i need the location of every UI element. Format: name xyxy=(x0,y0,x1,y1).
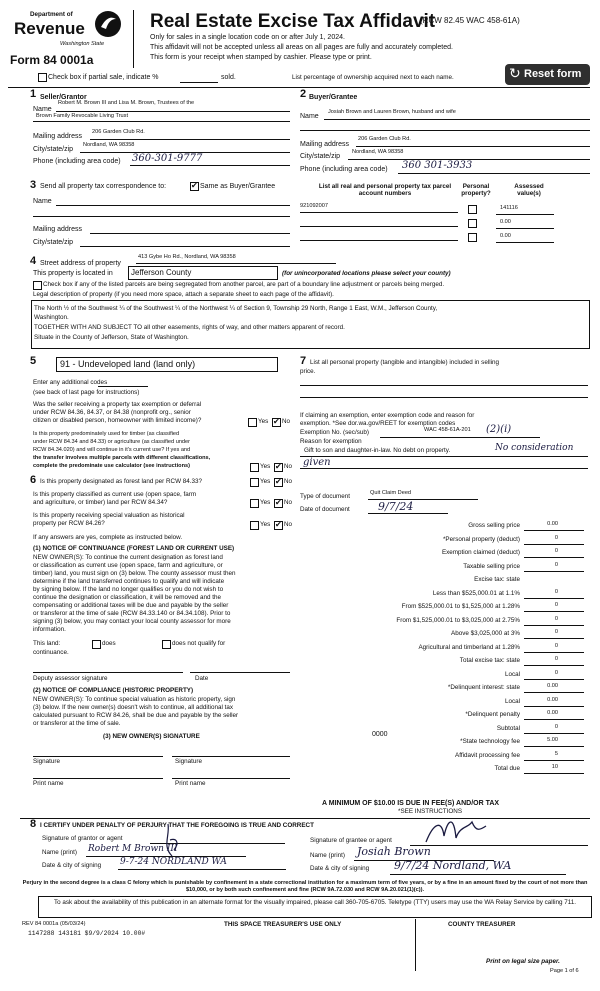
tax-row-label: From $525,000.01 to $1,525,000 at 1.28% xyxy=(401,603,520,610)
continuance-text: NEW OWNER(S): To continue the current designation as forest land xyxy=(33,554,223,561)
grantor-printed-name[interactable]: Robert M Brown III xyxy=(88,844,178,854)
section-3-number: 3 xyxy=(30,179,37,191)
timber-question-line1: Is this property predominately used for timber (as classified xyxy=(33,431,180,437)
seller-mailing[interactable]: 206 Garden Club Rd. xyxy=(92,129,145,135)
tax-row-label: *Delinquent interest: state xyxy=(447,684,520,691)
buyer-city[interactable]: Nordland, WA 98358 xyxy=(352,149,404,155)
seller-heading: Seller/Grantor xyxy=(40,94,87,101)
section-7-number: 7 xyxy=(300,355,307,367)
q2-yes-label: Yes xyxy=(260,463,271,470)
grantor-name-label: Name (print) xyxy=(42,849,77,856)
personal-property-checkbox[interactable] xyxy=(468,205,477,214)
corr-name-label: Name xyxy=(33,198,52,205)
legal-paper-note: Print on legal size paper. xyxy=(486,958,560,965)
tax-row-label: Affidavit processing fee xyxy=(455,751,520,759)
sold-label: sold. xyxy=(221,74,236,81)
tax-row-label: *Personal property (deduct) xyxy=(442,535,520,543)
if-yes-instructions: If any answers are yes, complete as instructed below. xyxy=(33,534,183,541)
compliance-text: or transferor at the time of sale. xyxy=(33,720,121,727)
segregated-label: Check box if any of the listed parcels are being segregated from another parcel, are part of a boundary line adjustment or parcels being merged. xyxy=(43,281,445,288)
does-not-qualify-checkbox[interactable] xyxy=(162,640,171,649)
historic-line2: property per RCW 84.26? xyxy=(33,520,105,527)
local-code[interactable]: 0000 xyxy=(372,731,388,738)
section-1-number: 1 xyxy=(30,88,37,100)
buyer-city-label: City/state/zip xyxy=(300,153,341,160)
exemption-question-line1: Was the seller receiving a property tax exemption or deferral xyxy=(33,401,202,408)
land-use-select[interactable]: 91 - Undeveloped land (land only) xyxy=(56,357,278,372)
tax-row-label: Local xyxy=(504,670,520,678)
tax-row-label: Total excise tax: state xyxy=(459,657,520,664)
tax-row-value[interactable]: 0 xyxy=(554,588,558,595)
historic-no-checkbox[interactable] xyxy=(274,521,283,530)
continuance-text: or transferor at the time of sale (RCW 84.33.140 or 84.34.108). Prior to xyxy=(33,610,231,617)
tax-row-value[interactable]: 0 xyxy=(554,642,558,649)
grantor-date-city[interactable]: 9-7-24 NORDLAND WA xyxy=(120,857,227,867)
doc-date[interactable]: 9/7/24 xyxy=(378,500,414,513)
reset-form-label: Reset form xyxy=(524,68,582,80)
section-5-number: 5 xyxy=(30,355,37,367)
reset-form-button[interactable] xyxy=(505,64,590,85)
tax-row-label: Gross selling price xyxy=(468,522,520,529)
q2-no-label: No xyxy=(284,463,293,470)
corr-city-label: City/state/zip xyxy=(33,239,74,246)
legal-description-label: Legal description of property (if you need more space, attach a separate sheet to each page of the affidavit). xyxy=(33,291,334,298)
does-qualify-checkbox[interactable] xyxy=(92,640,101,649)
page-number: Page 1 of 6 xyxy=(550,968,579,974)
continuance-text: signing (3) below, you may contact your local county assessor for more xyxy=(33,618,231,625)
owner-print-name-label: Print name xyxy=(33,780,64,787)
tax-row-label: Taxable selling price xyxy=(463,562,520,570)
tax-row-value[interactable]: 5 xyxy=(554,750,558,757)
tax-row-label: Exemption claimed (deduct) xyxy=(441,549,520,556)
seller-city[interactable]: Nordland, WA 98358 xyxy=(83,142,135,148)
exemption-no-handwritten: (2)(i) xyxy=(486,424,512,435)
treasurer-use-label: THIS SPACE TREASURER'S USE ONLY xyxy=(224,921,342,928)
this-land-label: This land: xyxy=(33,640,61,647)
logo-dept-of: Department of xyxy=(30,11,73,18)
q1-no-checkbox[interactable] xyxy=(272,418,281,427)
buyer-mailing[interactable]: 206 Garden Club Rd. xyxy=(358,136,411,142)
exemption-question-line3: citizen or disabled person, homeowner with limited income)? xyxy=(33,417,202,424)
tax-row-value[interactable]: 5.00 xyxy=(547,737,558,743)
corr-mailing-label: Mailing address xyxy=(33,226,83,233)
tax-row-value[interactable]: 0 xyxy=(554,602,558,608)
buyer-heading: Buyer/Grantee xyxy=(309,94,358,101)
compliance-text: (3) below. If the new owner(s) doesn't wish to continue, all additional tax xyxy=(33,704,234,711)
forest-no-checkbox[interactable] xyxy=(274,478,283,487)
does-not-label: does not qualify for xyxy=(172,640,226,647)
county-treasurer-label: COUNTY TREASURER xyxy=(448,921,516,928)
recording-stamp: 1147288 143181 $9/9/2024 10.00# xyxy=(28,930,146,937)
tax-row-label: *Delinquent penalty xyxy=(465,711,520,718)
tax-row-label: Subtotal xyxy=(496,724,520,732)
county-select[interactable]: Jefferson County xyxy=(128,266,278,280)
tax-row-label: Total due xyxy=(494,765,520,772)
grantee-date-city[interactable]: 9/7/24 Nordland, WA xyxy=(394,859,512,872)
does-label: does xyxy=(102,640,116,647)
grantee-name-label: Name (print) xyxy=(310,852,345,859)
buyer-phone-label: Phone (including area code) xyxy=(300,166,388,173)
parcel-header: List all real and personal property tax parcel account numbers xyxy=(318,183,452,198)
doc-date-label: Date of document xyxy=(300,506,350,513)
exemption-no-label: Exemption No. (sec/sub) xyxy=(300,429,369,436)
seller-city-label: City/state/zip xyxy=(33,146,74,153)
tax-row-value[interactable]: 0 xyxy=(554,629,558,635)
partial-sale-checkbox[interactable] xyxy=(38,73,47,82)
form-number: Form 84 0001a xyxy=(10,53,94,67)
assessed-value[interactable]: 0.00 xyxy=(500,233,511,239)
tax-row-value[interactable]: 0.00 xyxy=(547,710,558,716)
personal-property-checkbox[interactable] xyxy=(468,219,477,228)
exemption-reason[interactable]: Gift to son and daughter-in-law. No debt on property. xyxy=(304,447,451,454)
grantee-date-label: Date & city of signing xyxy=(310,865,370,872)
tax-row-label: Excise tax: state xyxy=(474,576,520,583)
street-label: Street address of property xyxy=(40,260,121,267)
buyer-name[interactable]: Josiah Brown and Lauren Brown, husband and wife xyxy=(328,109,456,115)
compliance-text: NEW OWNER(S): To continue special valuation as historic property, sign xyxy=(33,696,236,703)
forest-question: Is this property designated as forest land per RCW 84.33? xyxy=(40,478,203,485)
tax-row-value[interactable]: 0 xyxy=(554,723,558,730)
exemption-question-line2: under RCW 84.36, 84.37, or 84.38 (nonprofit org., senior xyxy=(33,409,191,416)
current-use-no-checkbox[interactable] xyxy=(274,499,283,508)
seller-phone[interactable]: 360-301-9777 xyxy=(132,153,203,164)
continuance-text: by signing below. If the land no longer qualifies or you do not wish to xyxy=(33,586,224,593)
current-use-line2: and agriculture, or timber) land per RCW 84.34? xyxy=(33,499,168,506)
tax-row-value[interactable]: 0 xyxy=(554,615,558,622)
q2-no-checkbox[interactable] xyxy=(274,463,283,472)
continuance-heading: (1) NOTICE OF CONTINUANCE (FOREST LAND OR CURRENT USE) xyxy=(33,545,235,552)
tax-row-label: From $1,525,000.01 to $3,025,000 at 2.75% xyxy=(396,616,520,624)
forest-no-label: No xyxy=(284,478,293,485)
seller-name-line2[interactable]: Brown Family Revocable Living Trust xyxy=(36,113,129,119)
timber-question-line4: the transfer involves multiple parcels with different classifications, xyxy=(33,455,211,461)
section-2-number: 2 xyxy=(300,88,307,100)
q1-yes-label: Yes xyxy=(258,418,269,425)
forest-yes-label: Yes xyxy=(260,478,271,485)
section-4-number: 4 xyxy=(30,255,37,267)
deputy-date-label: Date xyxy=(195,675,209,682)
seller-name-label: Name xyxy=(33,106,52,113)
continuance-text: compensating or additional taxes will be due and payable by the seller xyxy=(33,602,229,609)
section-6-number: 6 xyxy=(30,474,37,486)
buyer-mailing-label: Mailing address xyxy=(300,141,350,148)
exemption-no[interactable]: WAC 458-61A-201 xyxy=(424,427,471,433)
tax-row-value[interactable]: 0 xyxy=(554,656,558,662)
seller-mailing-label: Mailing address xyxy=(33,133,83,140)
tax-row-value[interactable]: 0.00 xyxy=(547,696,558,703)
tax-row-label: *State technology fee xyxy=(460,738,520,745)
exemption-reason-handwritten-2: given xyxy=(303,457,331,468)
correspondence-label: Send all property tax correspondence to: xyxy=(40,183,167,190)
timber-question-line5: complete the predominate use calculator (see instructions) xyxy=(33,463,190,469)
header-line2: This affidavit will not be accepted unless all areas on all pages are fully and accurately completed. xyxy=(150,44,453,51)
dor-logo xyxy=(8,8,130,68)
grantee-printed-name[interactable]: Josiah Brown xyxy=(357,845,431,858)
q1-yes-checkbox[interactable] xyxy=(248,418,257,427)
alternate-format-notice: To ask about the availability of this publication in an alternate format for the visually impaired, please call 360-705-6705. Teletype (TTY) users may use the WA Relay Service by calling 711. xyxy=(38,896,592,918)
tax-calculation-table xyxy=(300,520,588,780)
tax-row-label: Local xyxy=(504,697,520,705)
legal-description-field[interactable]: The North ½ of the Southwest ¼ of the Southwest ¼ of the Northwest ¼ of Section 9, Township 29 North, Range 1 East, W.M., Jefferson County, Washington. TOGETHER WITH AND SUBJECT TO all other easements, rights of way, and other matters apparent of record. Situate in the County of Jefferson, State of Washington. xyxy=(31,300,590,349)
tax-row-value[interactable]: 10 xyxy=(551,764,558,770)
property-street[interactable]: 413 Gybe Ho Rd., Nordland, WA 98358 xyxy=(138,254,236,260)
tax-row-value[interactable]: 0 xyxy=(554,669,558,676)
deputy-assessor-label: Deputy assessor signature xyxy=(33,675,108,682)
timber-question-line2: under RCW 84.34 and 84.33) or agriculture (as classified under xyxy=(33,439,191,445)
q2-yes-checkbox[interactable] xyxy=(250,463,259,472)
grantee-signature-label: Signature of grantee or agent xyxy=(310,837,392,844)
exemption-heading-line1: If claiming an exemption, enter exemption code and reason for xyxy=(300,412,475,419)
grantor-date-label: Date & city of signing xyxy=(42,862,102,869)
owner-signature-label: Signature xyxy=(33,758,60,765)
certify-statement: I CERTIFY UNDER PENALTY OF PERJURY THAT THE FOREGOING IS TRUE AND CORRECT xyxy=(40,822,314,829)
tax-row-label: Less than $525,000.01 at 1.1% xyxy=(432,589,520,597)
assessed-value[interactable]: 0.00 xyxy=(500,219,511,225)
continuance-text: information. xyxy=(33,626,66,633)
parcel-number[interactable]: 921092007 xyxy=(300,203,328,209)
timber-question-line3: RCW 84.34.020) and will continue in it's current use? If yes and xyxy=(33,447,191,453)
current-use-no-label: No xyxy=(284,499,293,506)
current-use-yes-checkbox[interactable] xyxy=(250,499,259,508)
header-line1: Only for sales in a single location code on or after July 1, 2024. xyxy=(150,34,345,41)
tax-row-value[interactable]: 0.00 xyxy=(547,521,558,527)
additional-codes-sub: (see back of last page for instructions) xyxy=(33,389,140,396)
tax-row-value[interactable]: 0 xyxy=(554,548,558,554)
continuance-label: continuance. xyxy=(33,649,69,656)
new-owner-signature-heading: (3) NEW OWNER(S) SIGNATURE xyxy=(103,733,200,740)
tax-row-label: Above $3,025,000 at 3% xyxy=(451,630,520,637)
perjury-notice: Perjury in the second degree is a class C felony which is punishable by confinement in a state correctional institution for a maximum term of five years, or by a fine in an amount fixed by the court of not more than $10,000, or by both such confinement and fine (RCW 9A.72.030 and RCW 9A.20.021(1)(c)). xyxy=(22,880,588,893)
buyer-phone[interactable]: 360 301-3933 xyxy=(402,160,473,171)
see-instructions: *SEE INSTRUCTIONS xyxy=(398,808,463,815)
owner-print-name-label: Print name xyxy=(175,780,206,787)
form-rcw: (RCW 82.45 WAC 458-61A) xyxy=(420,16,520,25)
exemption-reason-handwritten: No consideration xyxy=(495,443,574,453)
tax-row-value[interactable]: 0.00 xyxy=(547,683,558,689)
personal-property-checkbox[interactable] xyxy=(468,233,477,242)
current-use-line1: Is this property classified as current use (open space, farm xyxy=(33,491,197,498)
compliance-text: calculated pursuant to RCW 84.26, shall be due and payable by the seller xyxy=(33,712,239,719)
assessed-header: Assessed value(s) xyxy=(514,183,544,198)
doc-type[interactable]: Quit Claim Deed xyxy=(370,490,412,496)
compliance-heading: (2) NOTICE OF COMPLIANCE (HISTORIC PROPERTY) xyxy=(33,687,194,694)
assessed-value[interactable]: 141116 xyxy=(500,205,518,211)
owner-signature-label: Signature xyxy=(175,758,202,765)
additional-codes-label: Enter any additional codes xyxy=(33,379,108,386)
partial-sale-label: Check box if partial sale, indicate % xyxy=(48,74,159,81)
located-label: This property is located in xyxy=(33,270,113,277)
historic-no-label: No xyxy=(284,521,293,528)
doc-type-label: Type of document xyxy=(300,493,351,500)
same-as-buyer-label: Same as Buyer/Grantee xyxy=(200,183,276,190)
revenue-swoosh-icon xyxy=(94,10,122,38)
logo-state: Washington State xyxy=(60,41,105,47)
seller-phone-label: Phone (including area code) xyxy=(33,158,121,165)
grantor-signature-label: Signature of grantor or agent xyxy=(42,835,123,842)
seller-name-line1[interactable]: Robert M. Brown III and Lisa M. Brown, Trustees of the xyxy=(58,100,195,106)
segregated-checkbox[interactable] xyxy=(33,281,42,290)
tax-row-value[interactable]: 0 xyxy=(554,561,558,568)
personal-property-line2: price. xyxy=(300,368,316,375)
continuance-text: continue the designation or classification, it will be removed and the xyxy=(33,594,221,601)
historic-line1: Is this property receiving special valuation as historical xyxy=(33,512,185,519)
current-use-yes-label: Yes xyxy=(260,499,271,506)
header-line3: This form is your receipt when stamped by cashier. Please type or print. xyxy=(150,54,372,61)
continuance-text: determine if the land transferred continues to qualify and will indicate xyxy=(33,578,225,585)
buyer-name-label: Name xyxy=(300,113,319,120)
tax-row-label: Agricultural and timberland at 1.28% xyxy=(418,643,520,651)
minimum-notice: A MINIMUM OF $10.00 IS DUE IN FEE(S) AND/OR TAX xyxy=(322,800,500,807)
continuance-text: timber) land, you must sign on (3) below. The county assessor must then xyxy=(33,570,236,577)
personal-header: Personal property? xyxy=(461,183,491,198)
reason-label: Reason for exemption xyxy=(300,438,362,445)
form-title: Real Estate Excise Tax Affidavit xyxy=(150,11,436,32)
personal-property-line1: List all personal property (tangible and intangible) included in selling xyxy=(310,359,500,366)
ownership-instructions: List percentage of ownership acquired next to each name. xyxy=(292,74,454,81)
historic-yes-label: Yes xyxy=(260,521,271,528)
unincorporated-note: (for unincorporated locations please select your county) xyxy=(282,270,451,277)
same-as-buyer-checkbox[interactable] xyxy=(190,182,199,191)
reset-icon: ↻ xyxy=(509,65,521,81)
tax-row-value[interactable]: 0 xyxy=(554,534,558,541)
logo-revenue: Revenue xyxy=(14,19,85,38)
exemption-heading-line2: exemption. *See dor.wa.gov/REET for exemption codes xyxy=(300,420,456,427)
historic-yes-checkbox[interactable] xyxy=(250,521,259,530)
section-8-number: 8 xyxy=(30,818,37,830)
q1-no-label: No xyxy=(282,418,291,425)
grantor-signature[interactable] xyxy=(150,820,190,860)
continuance-text: or classification as current use (open space, farm and agriculture, or xyxy=(33,562,223,569)
forest-yes-checkbox[interactable] xyxy=(250,478,259,487)
form-revision: REV 84 0001a (05/03/24) xyxy=(22,921,86,927)
